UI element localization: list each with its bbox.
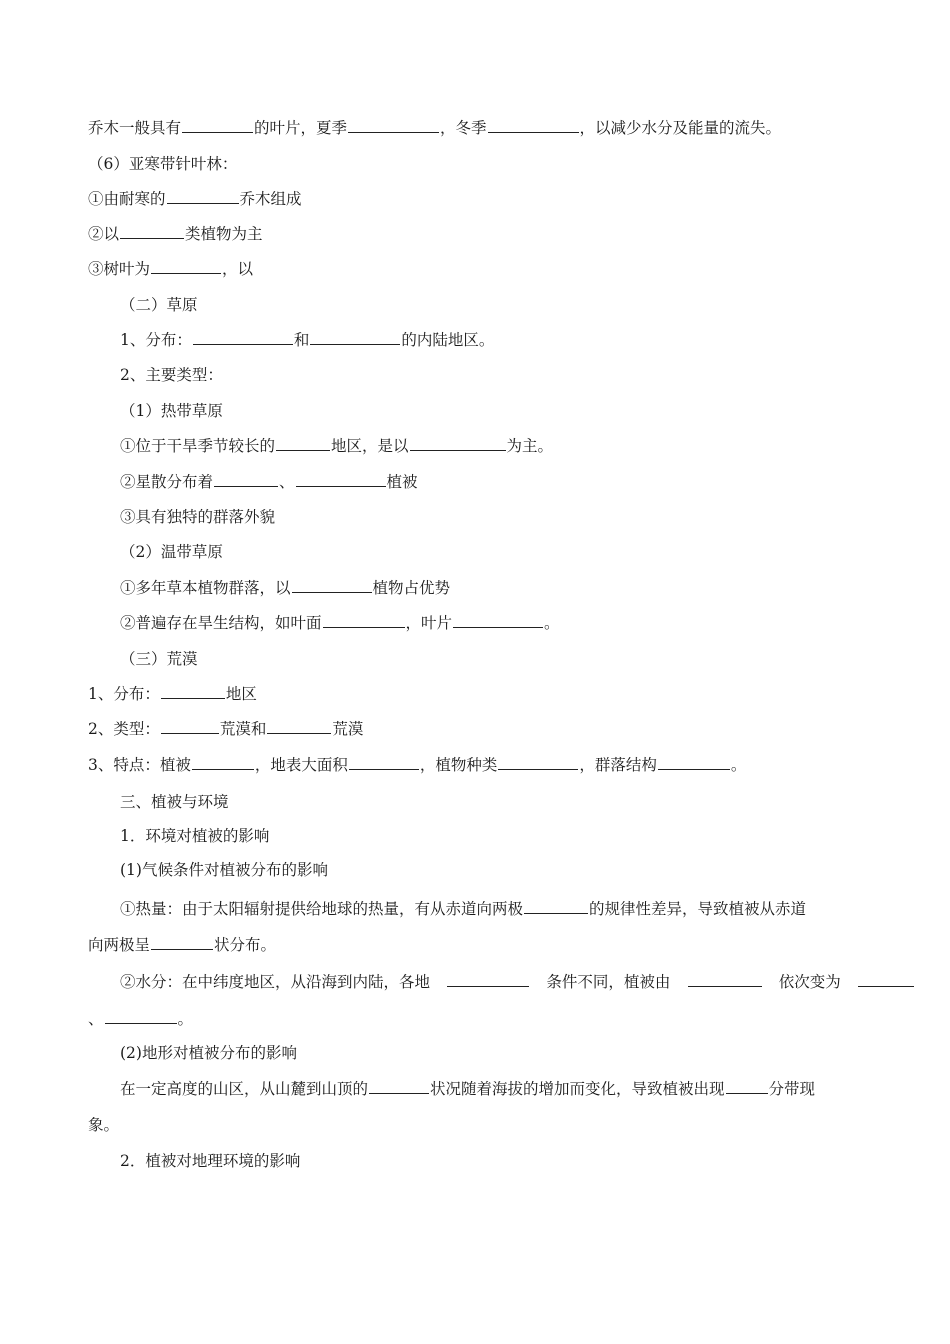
text: 乔木一般具有 xyxy=(88,119,182,137)
text: ②普遍存在旱生结构，如叶面 xyxy=(120,614,322,632)
text-line xyxy=(88,117,781,139)
fill-blank[interactable] xyxy=(120,223,184,239)
text-line xyxy=(120,329,494,351)
fill-blank[interactable] xyxy=(276,435,330,451)
text-line xyxy=(120,577,450,599)
fill-blank[interactable] xyxy=(214,471,278,487)
text: 象。 xyxy=(88,1116,120,1134)
fill-blank[interactable] xyxy=(323,612,405,628)
fill-blank[interactable] xyxy=(858,971,914,987)
text: 的内陆地区。 xyxy=(401,331,495,349)
text-line xyxy=(88,188,302,210)
text: ，叶片 xyxy=(405,614,453,632)
fill-blank[interactable] xyxy=(498,754,578,770)
text: ，群落结构 xyxy=(579,756,657,774)
fill-blank[interactable] xyxy=(151,258,221,274)
fill-blank[interactable] xyxy=(192,754,254,770)
fill-blank[interactable] xyxy=(658,754,730,770)
text: 类植物为主 xyxy=(185,225,263,243)
text: 状况随着海拔的增加而变化，导致植被出现 xyxy=(430,1080,725,1098)
text: ①由耐寒的 xyxy=(88,190,166,208)
section-heading xyxy=(120,791,229,813)
text-line xyxy=(88,223,263,245)
text: ，地表大面积 xyxy=(254,756,348,774)
section-heading xyxy=(88,153,237,175)
fill-blank[interactable] xyxy=(447,971,529,987)
text: 在一定高度的山区，从山麓到山顶的 xyxy=(120,1080,369,1098)
section-heading xyxy=(120,400,223,422)
text: 、 xyxy=(279,473,295,491)
text: 依次变为 xyxy=(778,973,841,991)
text: 三、植被与环境 xyxy=(120,793,229,811)
text: 2、主要类型： xyxy=(120,366,223,384)
text: 3、特点：植被 xyxy=(88,756,191,774)
text: 1．环境对植被的影响 xyxy=(120,827,270,845)
text-line xyxy=(120,1078,815,1100)
text: 状分布。 xyxy=(214,936,277,954)
text: 。 xyxy=(544,614,560,632)
fill-blank[interactable] xyxy=(369,1078,429,1094)
fill-blank[interactable] xyxy=(349,754,419,770)
fill-blank[interactable] xyxy=(167,188,239,204)
fill-blank[interactable] xyxy=(296,471,386,487)
fill-blank[interactable] xyxy=(292,577,372,593)
text: ①位于干旱季节较长的 xyxy=(120,437,276,455)
text-line xyxy=(120,898,806,920)
text: ①热量：由于太阳辐射提供给地球的热量，有从赤道向两极 xyxy=(120,900,524,918)
text: （二）草原 xyxy=(120,296,198,314)
fill-blank[interactable] xyxy=(524,898,588,914)
fill-blank[interactable] xyxy=(267,718,331,734)
fill-blank[interactable] xyxy=(182,117,253,133)
section-heading xyxy=(120,541,223,563)
text: （1）热带草原 xyxy=(120,402,223,420)
text: 荒漠和 xyxy=(219,720,267,738)
fill-blank[interactable] xyxy=(161,718,219,734)
text: 条件不同，植被由 xyxy=(546,973,671,991)
text: 的叶片，夏季 xyxy=(254,119,348,137)
text-line xyxy=(88,258,253,280)
text: 为主。 xyxy=(506,437,554,455)
text: 1、分布： xyxy=(88,685,160,703)
text: ①多年草本植物群落，以 xyxy=(120,579,291,597)
text-line xyxy=(88,1114,119,1136)
text: ③具有独特的群落外貌 xyxy=(120,508,276,526)
fill-blank[interactable] xyxy=(151,934,213,950)
text-line xyxy=(88,1008,193,1030)
text: 。 xyxy=(730,756,747,774)
section-heading xyxy=(120,825,269,847)
fill-blank[interactable] xyxy=(348,117,439,133)
text: 地区，是以 xyxy=(331,437,409,455)
text: 1、分布： xyxy=(120,331,192,349)
text-line xyxy=(88,718,363,740)
text: 2、类型： xyxy=(88,720,160,738)
text: 植被 xyxy=(386,473,418,491)
text-line xyxy=(120,612,560,634)
text-line xyxy=(120,435,553,457)
text: 向两极呈 xyxy=(88,936,151,954)
text: 。 xyxy=(177,1010,194,1028)
fill-blank[interactable] xyxy=(453,612,543,628)
section-heading xyxy=(120,1042,297,1064)
text: 植物占优势 xyxy=(372,579,451,597)
text: (1)气候条件对植被分布的影响 xyxy=(120,861,328,879)
text: 分带现 xyxy=(768,1080,816,1098)
text: 荒漠 xyxy=(332,720,364,738)
section-heading xyxy=(120,859,328,881)
text-line xyxy=(120,971,915,993)
text-line xyxy=(88,683,257,705)
text: ，以减少水分及能量的流失。 xyxy=(579,119,782,137)
text-line xyxy=(120,471,418,493)
text: 的规律性差异，导致植被从赤道 xyxy=(589,900,807,918)
text: (2)地形对植被分布的影响 xyxy=(120,1044,297,1062)
text: ，冬季 xyxy=(440,119,487,137)
fill-blank[interactable] xyxy=(410,435,506,451)
section-heading xyxy=(120,1150,300,1172)
fill-blank[interactable] xyxy=(193,329,293,345)
text: ，以 xyxy=(222,260,254,278)
text: 地区 xyxy=(225,685,257,703)
text: 乔木组成 xyxy=(239,190,302,208)
text: ，植物种类 xyxy=(419,756,498,774)
fill-blank[interactable] xyxy=(726,1078,768,1094)
fill-blank[interactable] xyxy=(488,117,579,133)
text: 、 xyxy=(88,1010,104,1028)
fill-blank[interactable] xyxy=(688,971,762,987)
text: 和 xyxy=(293,331,310,349)
fill-blank[interactable] xyxy=(105,1008,177,1024)
fill-blank[interactable] xyxy=(161,683,225,699)
text: （三）荒漠 xyxy=(120,650,198,668)
text: ③树叶为 xyxy=(88,260,151,278)
text: ②星散分布着 xyxy=(120,473,214,491)
section-heading xyxy=(120,648,198,670)
text-line xyxy=(120,364,223,386)
text-line xyxy=(120,506,275,528)
text: ②以 xyxy=(88,225,120,243)
text: 2．植被对地理环境的影响 xyxy=(120,1152,301,1170)
text-line xyxy=(88,754,746,776)
text-line xyxy=(88,934,276,956)
section-heading xyxy=(120,294,198,316)
text: ②水分：在中纬度地区，从沿海到内陆，各地 xyxy=(120,973,431,991)
text: （6）亚寒带针叶林： xyxy=(88,155,238,173)
text: （2）温带草原 xyxy=(120,543,223,561)
fill-blank[interactable] xyxy=(310,329,400,345)
